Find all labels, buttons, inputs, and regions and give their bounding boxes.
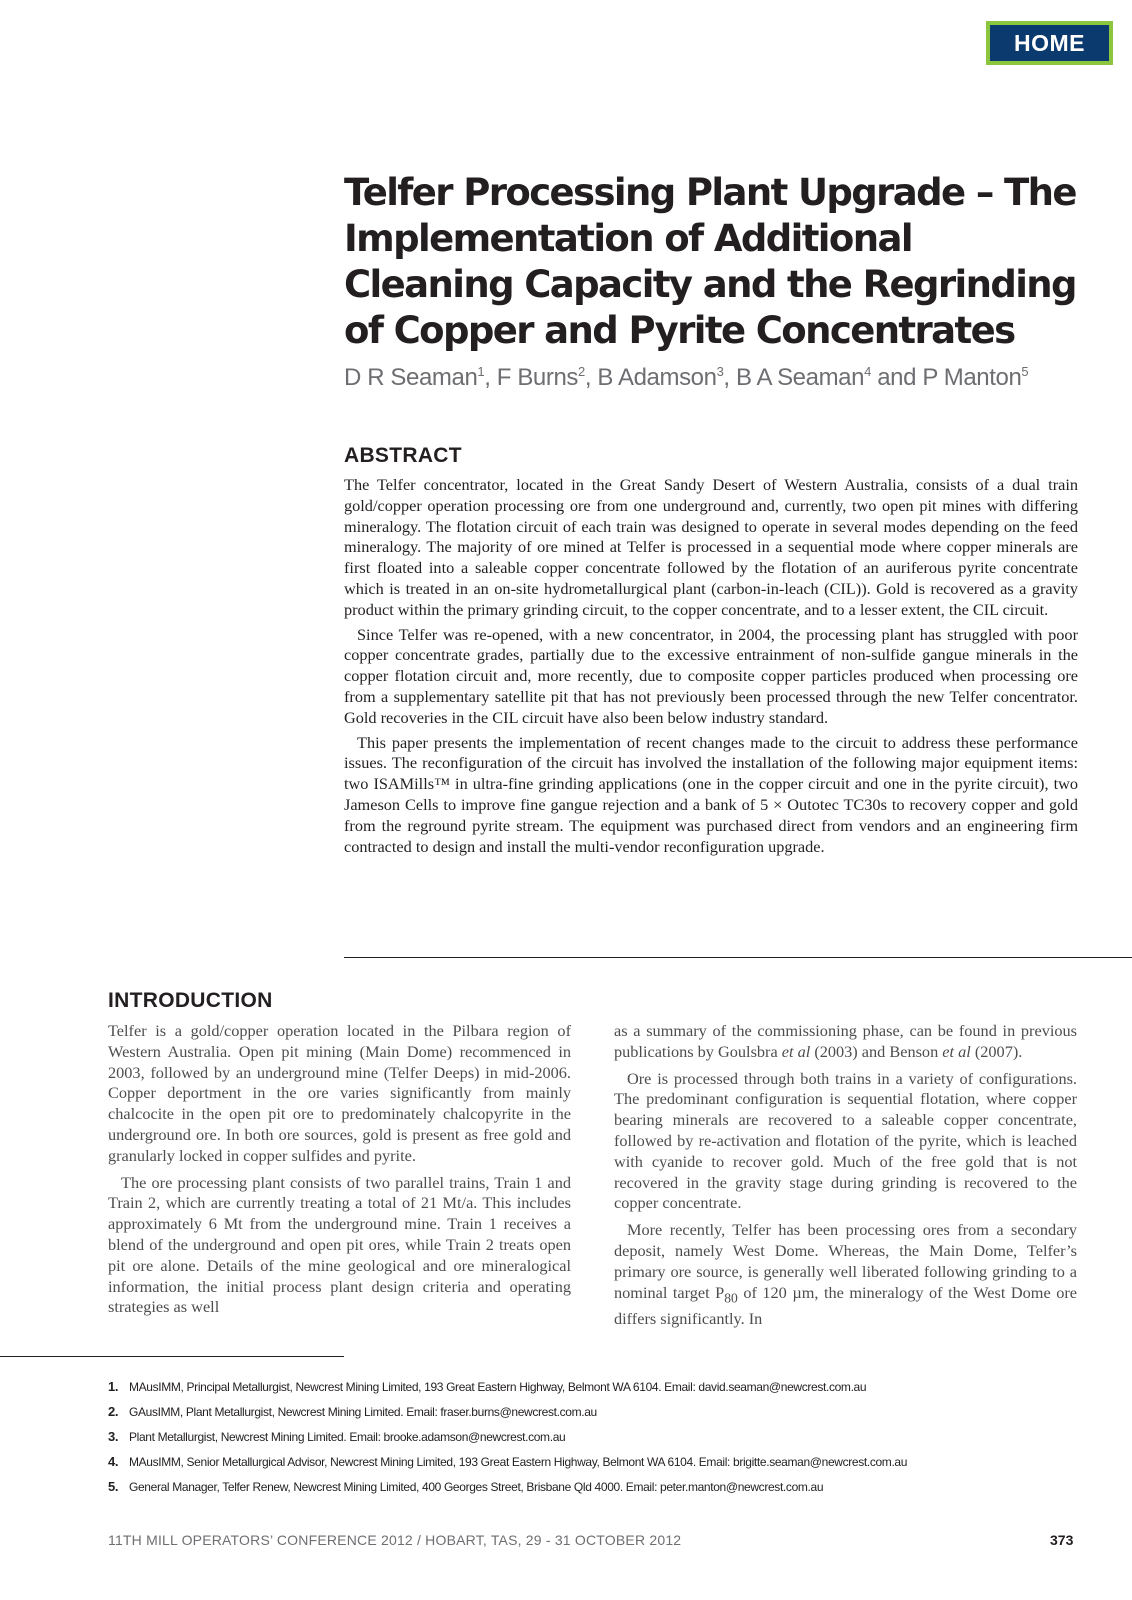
body-paragraph — [614, 1220, 1077, 1329]
footnote-number: 2. — [108, 1404, 119, 1419]
author-affiliation-marker: 2 — [578, 364, 585, 379]
body-text: (2003) and Benson — [810, 1041, 943, 1061]
footnote — [108, 1399, 1108, 1424]
author-affiliation-marker: 5 — [1021, 364, 1029, 379]
running-footer: 11TH MILL OPERATORS’ CONFERENCE 2012 / HOBART, TAS, 29 - 31 OCTOBER 2012 — [108, 1532, 682, 1548]
author-list — [344, 364, 1028, 392]
author-name: P Manton — [922, 364, 1022, 391]
body-text: More recently, Telfer has been processing ores from a secondary deposit, namely West Dome. Whereas, the Main Dome, Telfer’s primary ore source, is generally well liberated following grinding to a nominal target P — [614, 1220, 1077, 1302]
paper-title: Telfer Processing Plant Upgrade – The Implementation of Additional Cleaning Capacity and the Regrinding of Copper and Pyrite Concentrates — [344, 171, 1076, 352]
footnote-text: MAusIMM, Principal Metallurgist, Newcrest Mining Limited, 193 Great Eastern Highway, Belmont WA 6104. Email: david.seaman@newcrest.com.au — [129, 1379, 867, 1394]
body-text: (2007). — [970, 1041, 1023, 1061]
author-name: F Burns — [496, 364, 579, 391]
author-separator: and — [870, 364, 923, 391]
author-separator: , — [723, 364, 736, 391]
footnote-number: 4. — [108, 1454, 119, 1469]
introduction-heading: INTRODUCTION — [108, 989, 273, 1012]
footnote-number: 1. — [108, 1379, 119, 1394]
introduction-column-right — [614, 1021, 1077, 1335]
subscript: 80 — [724, 1289, 738, 1305]
home-button[interactable] — [986, 21, 1113, 65]
abstract-paragraph: The Telfer concentrator, located in the Great Sandy Desert of Western Australia, consists of a dual train gold/copper operation processing ore from one underground and, currently, two open pit mines with differing mineralogy. The flotation circuit of each train was designed to operate in several modes depending on the feed mineralogy. The majority of ore mined at Telfer is processed in a sequential mode where copper minerals are first floated into a saleable copper concentrate followed by the flotation of an auriferous pyrite concentrate which is treated in an on-site hydrometallurgical plant (carbon-in-leach (CIL)). Gold is recovered as a gravity product within the primary grinding circuit, to the copper concentrate, and to a lesser extent, the CIL circuit. — [344, 475, 1078, 619]
author-affiliation-marker: 4 — [864, 364, 871, 379]
author-separator: , — [484, 364, 497, 391]
home-button-label: HOME — [1014, 29, 1085, 56]
citation-et-al: et al — [781, 1041, 811, 1061]
footnote — [108, 1374, 1108, 1399]
footnote-text: General Manager, Telfer Renew, Newcrest Mining Limited, 400 Georges Street, Brisbane Qld 4000. Email: peter.manton@newcrest.com.au — [129, 1479, 824, 1494]
footnote-number: 3. — [108, 1429, 119, 1444]
footnote-text: GAusIMM, Plant Metallurgist, Newcrest Mining Limited. Email: fraser.burns@newcrest.com.au — [129, 1404, 597, 1419]
author-name: B Adamson — [597, 364, 717, 391]
footnote-divider — [0, 1356, 344, 1357]
footnote — [108, 1424, 1108, 1449]
body-paragraph: Ore is processed through both trains in a variety of configurations. The predominant configuration is sequential flotation, where copper bearing minerals are recovered to a saleable copper concentrate, followed by re-activation and flotation of the pyrite, which is leached with cyanide to recover gold. Much of the free gold that is not recovered in the gravity stage during grinding is recovered to the copper concentrate. — [614, 1068, 1077, 1213]
abstract-paragraph: Since Telfer was re-opened, with a new concentrator, in 2004, the processing plant has struggled with poor copper concentrate grades, partially due to the excessive entrainment of non-sulfide gangue minerals in the copper flotation circuit and, more recently, due to composite copper particles produced when processing ore from a supplementary satellite pit that has not previously been processed through the new Telfer concentrator. Gold recoveries in the CIL circuit have also been below industry standard. — [344, 624, 1078, 727]
section-divider — [344, 957, 1132, 958]
author-separator: , — [584, 364, 598, 391]
footnote-text: Plant Metallurgist, Newcrest Mining Limited. Email: brooke.adamson@newcrest.com.au — [129, 1429, 566, 1444]
footnote-number: 5. — [108, 1479, 119, 1494]
body-text: as a summary of the commissioning phase, can be found in previous publications by Goulsbra — [614, 1021, 1077, 1061]
body-paragraph — [614, 1021, 1077, 1063]
author-affiliation-marker: 1 — [477, 364, 485, 379]
author-name: D R Seaman — [344, 364, 478, 391]
body-paragraph: The ore processing plant consists of two parallel trains, Train 1 and Train 2, which are currently treating a total of 21 Mt/a. This includes approximately 6 Mt from the underground mine. Train 1 receives a blend of the underground and open pit ores, while Train 2 treats open pit ore alone. Details of the mine geological and ore mineralogical information, the initial process plant design criteria and operating strategies as well — [108, 1172, 571, 1317]
footnote — [108, 1474, 1108, 1499]
body-paragraph: Telfer is a gold/copper operation located in the Pilbara region of Western Australia. Open pit mining (Main Dome) recommenced in 2003, followed by an underground mine (Telfer Deeps) in mid-2006. Copper deportment in the ore varies significantly from mainly chalcocite in the open pit ore to predominately chalcopyrite in the underground ore. In both ore sources, gold is present as free gold and granularly locked in copper sulfides and pyrite. — [108, 1021, 571, 1165]
footnote-list — [108, 1374, 1108, 1499]
author-name: B A Seaman — [735, 364, 865, 391]
footnote-text: MAusIMM, Senior Metallurgical Advisor, Newcrest Mining Limited, 193 Great Eastern Highway, Belmont WA 6104. Email: brigitte.seaman@newcrest.com.au — [129, 1454, 908, 1469]
abstract-body — [344, 475, 1078, 861]
abstract-heading: ABSTRACT — [344, 444, 462, 467]
body-text: of 120 µm, the mineralogy of the West Dome ore differs significantly. In — [614, 1282, 1077, 1328]
citation-et-al: et al — [942, 1041, 971, 1061]
introduction-column-left — [108, 1021, 571, 1324]
page-number: 373 — [1050, 1532, 1074, 1548]
footnote — [108, 1449, 1108, 1474]
author-affiliation-marker: 3 — [716, 364, 724, 379]
abstract-paragraph: This paper presents the implementation of recent changes made to the circuit to address these performance issues. The reconfiguration of the circuit has involved the installation of the following major equipment items: two ISAMills™ in ultra-fine grinding applications (one in the copper circuit and one in the pyrite circuit), two Jameson Cells to improve fine gangue rejection and a bank of 5 × Outotec TC30s to recovery copper and gold from the reground pyrite stream. The equipment was purchased direct from vendors and an engineering firm contracted to design and install the multi-vendor reconfiguration upgrade. — [344, 732, 1078, 856]
